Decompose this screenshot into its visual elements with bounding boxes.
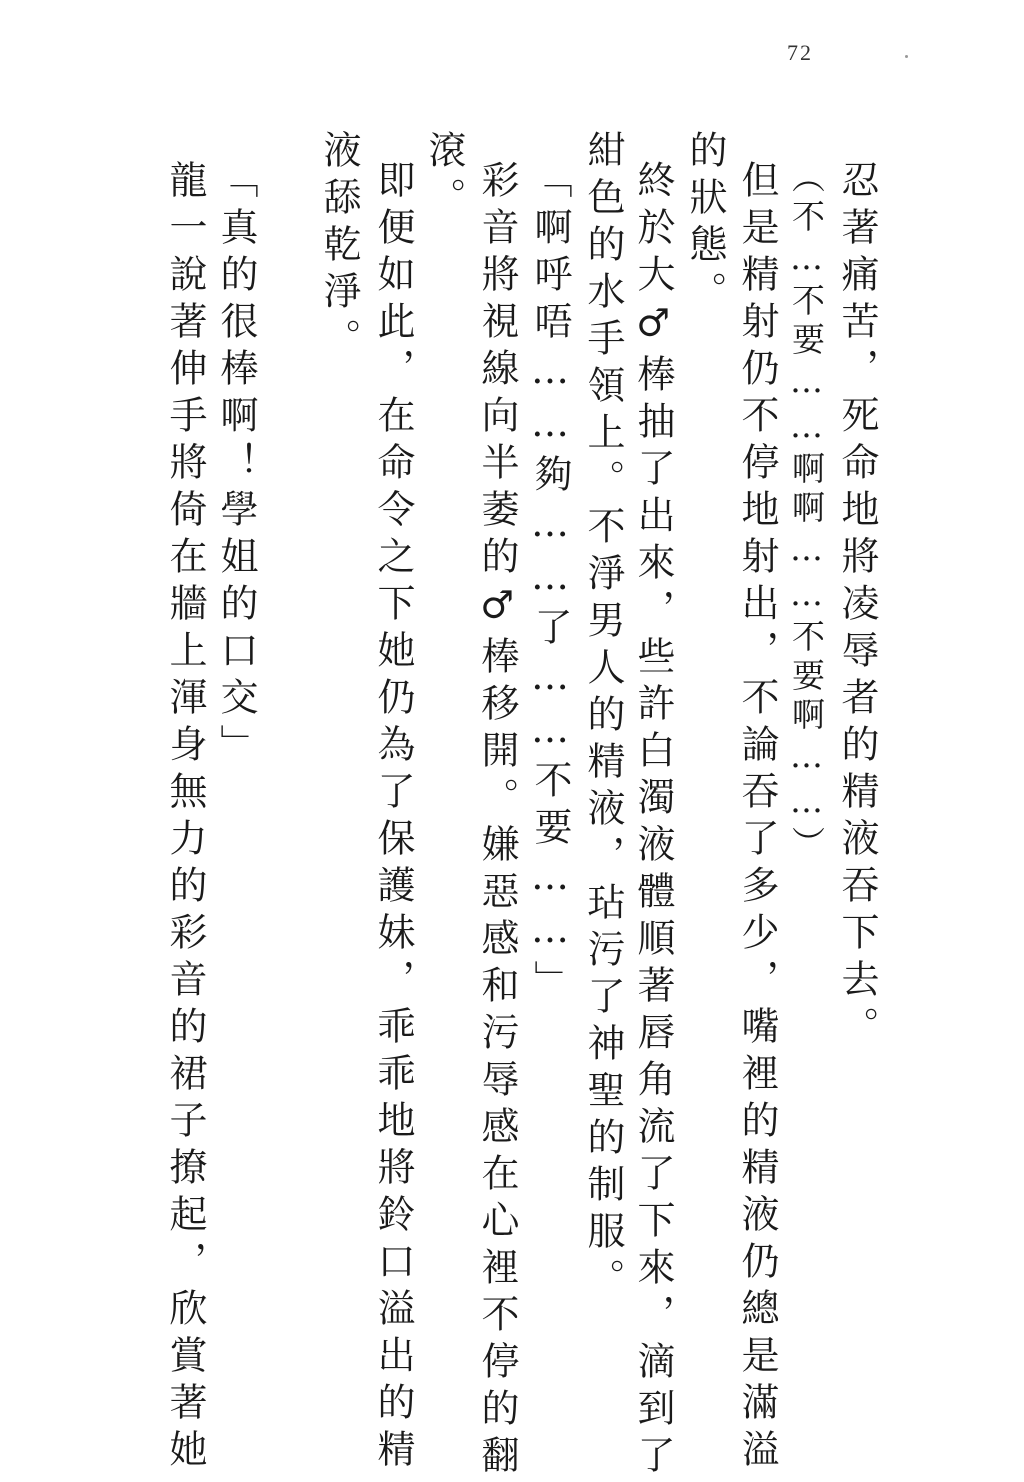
text-column-10: 即便如此，在命令之下她仍為了保護妹，乖乖地將鈴口溢出的精: [371, 160, 415, 1476]
text-column-5: 終於大♂棒抽了出來，些許白濁液體順著唇角流了下來，滴到了: [631, 160, 675, 1482]
text-column-4: 的狀態。: [683, 130, 727, 318]
text-column-11: 液舔乾淨。: [317, 130, 361, 365]
text-column-8: 彩音將視線向半萎的♂棒移開。嫌惡感和污辱感在心裡不停的翻: [475, 160, 519, 1482]
text-column-13: 龍一說著伸手將倚在牆上渾身無力的彩音的裙子撩起，欣賞著她: [163, 160, 207, 1476]
text-column-1: 忍著痛苦，死命地將凌辱者的精液吞下去。: [835, 160, 879, 1053]
text-column-6: 紺色的水手領上。不淨男人的精液，玷污了神聖的制服。: [581, 130, 625, 1305]
text-column-9: 滾。: [422, 130, 466, 224]
page-number: 72: [787, 40, 813, 65]
text-column-12: 「真的很棒啊！學姐的口交」: [214, 160, 258, 771]
text-column-3: 但是精射仍不停地射出，不論吞了多少，嘴裡的精液仍總是滿溢: [735, 160, 779, 1476]
scan-speck: [905, 55, 908, 58]
text-column-7: 「啊呼唔……夠……了……不要……」: [528, 160, 572, 1007]
text-column-2: （不…不要……啊啊……不要啊……）: [787, 160, 826, 865]
